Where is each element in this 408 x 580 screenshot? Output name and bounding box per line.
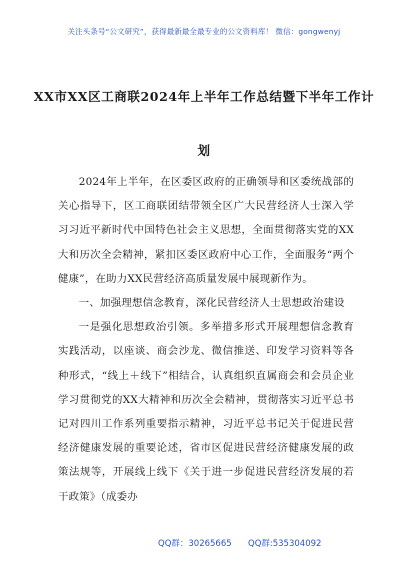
- paragraph-intro: 2024年上半年，在区委区政府的正确领导和区委统战部的关心指导下，区工商联团结带领全区广大民营经济人士深入学习习近平新时代中国特色社会主义思想，全面贯彻落实党的XX大和历次全会精神，紧扣区委区政府中心工作，全面服务“两个健康”，在助力XX民营经济高质量发展中展现新作为。: [58, 176, 354, 285]
- document-body: [58, 170, 354, 509]
- paragraph-1: 一是强化思想政治引领。多举措多形式开展理想信念教育实践活动，以座谈、商会沙龙、微信推送、印发学习资料等各种形式，“线上＋线下”相结合，认真组织直属商会和会员企业学习贯彻党的XX大精神和历次全会精神，贯彻落实习近平总书记对四川工作系列重要指示精神，习近平总书记关于促进民营经济健康发展的重要论述，省市区促进民营经济健康发展的政策法规等，开展线上线下《关于进一步促进民营经济发展的若干政策》（成委办: [58, 321, 354, 503]
- qq-group-1: QQ群：30265665: [158, 539, 232, 549]
- document-title: XX市XX区工商联2024年上半年工作总结暨下半年工作计划: [33, 89, 375, 158]
- qq-group-2: QQ群:535304092: [248, 539, 322, 549]
- section-heading-1: 一、加强理想信念教育，深化民营经济人士思想政治建设: [78, 297, 345, 310]
- promo-header: 关注头条号“公文研究”，获得最新最全最专业的公文资料库！ 微信：gongwenyj: [67, 27, 341, 36]
